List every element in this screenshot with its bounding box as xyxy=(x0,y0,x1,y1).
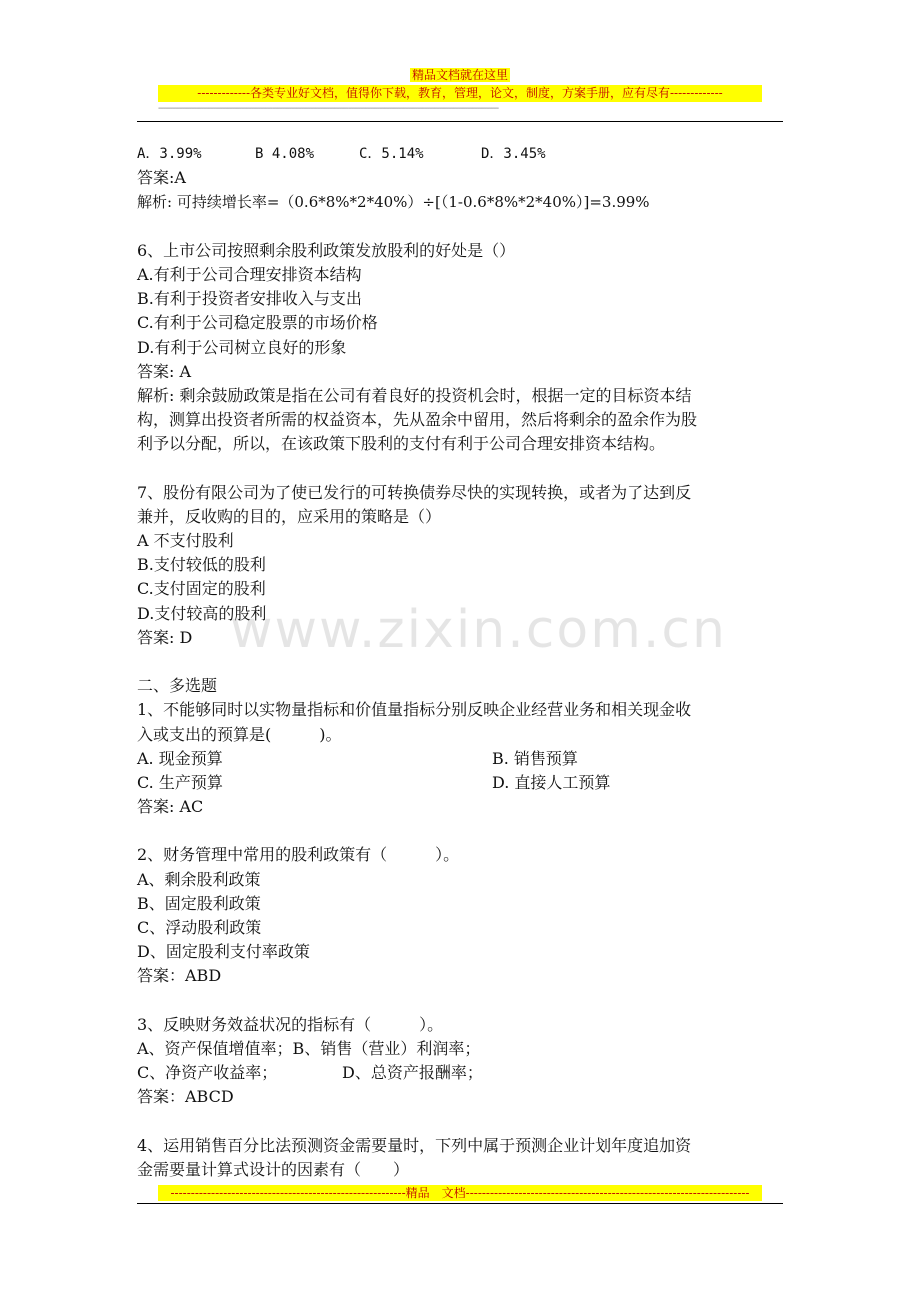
m1-stem-line: 入或支出的预算是( )。 xyxy=(137,724,342,744)
q6-analysis-line: 构，测算出投资者所需的权益资本，先从盈余中留用，然后将剩余的盈余作为股 xyxy=(137,410,698,430)
m3-option-d: D、总资产报酬率； xyxy=(342,1063,483,1083)
q7-option-b: B.支付较低的股利 xyxy=(137,555,266,575)
q5-option-c: C．5.14% xyxy=(359,146,424,162)
header-title: 精品文档就在这里 xyxy=(411,68,508,82)
m3-stem: 3、反映财务效益状况的指标有（ ）。 xyxy=(137,1014,444,1034)
q6-answer: 答案: A xyxy=(137,361,192,381)
m2-stem: 2、财务管理中常用的股利政策有（ ）。 xyxy=(137,845,460,865)
m2-option-d: D、固定股利支付率政策 xyxy=(137,942,310,962)
m3-answer: 答案：ABCD xyxy=(137,1087,234,1107)
header-banner: -------------各类专业好文档，值得你下载，教育，管理，论文，制度，方案手册，应有尽有------------- xyxy=(158,85,762,102)
q5-option-d: D．3.45% xyxy=(481,146,546,162)
q5-option-a: A．3.99% xyxy=(137,146,202,162)
section-title: 二、多选题 xyxy=(137,676,218,696)
m1-options-row xyxy=(137,771,785,795)
m1-answer: 答案: AC xyxy=(137,797,204,817)
q7-answer: 答案: D xyxy=(137,627,193,647)
q5-answer: 答案:A xyxy=(137,168,186,188)
m3-option-c: C、净资产收益率； xyxy=(137,1063,278,1083)
m2-option-a: A、剩余股利政策 xyxy=(137,869,261,889)
q7-option-c: C.支付固定的股利 xyxy=(137,579,266,599)
m3-options-line xyxy=(137,1061,785,1085)
q6-stem: 6、上市公司按照剩余股利政策发放股利的好处是（） xyxy=(137,240,516,260)
q6-analysis-line: 解析: 剩余鼓励政策是指在公司有着良好的投资机会时，根据一定的目标资本结 xyxy=(137,385,692,405)
document-body xyxy=(137,142,785,1182)
m1-options-row xyxy=(137,747,785,771)
m1-stem-line: 1、不能够同时以实物量指标和价值量指标分别反映企业经营业务和相关现金收 xyxy=(137,700,692,720)
m2-option-b: B、固定股利政策 xyxy=(137,893,261,913)
q5-options xyxy=(137,142,785,166)
footer-rule xyxy=(137,1203,783,1204)
m2-option-c: C、浮动股利政策 xyxy=(137,918,262,937)
q5-option-b: B 4.08% xyxy=(255,146,315,162)
q6-option-a: A.有利于公司合理安排资本结构 xyxy=(137,264,362,284)
m3-options-line: A、资产保值增值率；B、销售（营业）利润率； xyxy=(137,1038,481,1058)
q7-stem-line: 兼并，反收购的目的，应采用的策略是（） xyxy=(137,506,442,526)
q6-option-c: C.有利于公司稳定股票的市场价格 xyxy=(137,313,378,333)
m2-answer: 答案：ABD xyxy=(137,966,222,986)
q5-analysis: 解析: 可持续增长率=（0.6*8%*2*40%）÷[（1-0.6*8%*2*40%）]=3.99% xyxy=(137,193,650,212)
header-rule xyxy=(137,121,783,122)
q6-option-b: B.有利于投资者安排收入与支出 xyxy=(137,289,362,309)
q7-stem-line: 7、股份有限公司为了使已发行的可转换债券尽快的实现转换，或者为了达到反 xyxy=(137,482,692,502)
m4-stem-line: 金需要量计算式设计的因素有（ ） xyxy=(137,1159,410,1179)
q6-option-d: D.有利于公司树立良好的形象 xyxy=(137,337,347,357)
m4-stem-line: 4、运用销售百分比法预测资金需要量时，下列中属于预测企业计划年度追加资 xyxy=(137,1135,692,1155)
footer-banner: ----------------------------------------------------------精品 文档---------------------------------------------------------------------- xyxy=(158,1185,762,1201)
m1-option-d: D. 直接人工预算 xyxy=(492,772,611,792)
header-dash-line: ----------------------------------------------------------------------------------------------------------------------------------------------- xyxy=(158,104,499,114)
watermark: www.zixin.com.cn xyxy=(230,600,727,660)
m1-option-a: A. 现金预算 xyxy=(137,748,223,768)
q7-option-a: A 不支付股利 xyxy=(137,531,234,550)
q7-option-d: D.支付较高的股利 xyxy=(137,603,267,623)
m1-option-b: B. 销售预算 xyxy=(492,748,578,768)
m1-option-c: C. 生产预算 xyxy=(137,772,223,792)
q6-analysis-line: 利予以分配，所以，在该政策下股利的支付有利于公司合理安排资本结构。 xyxy=(137,434,666,454)
